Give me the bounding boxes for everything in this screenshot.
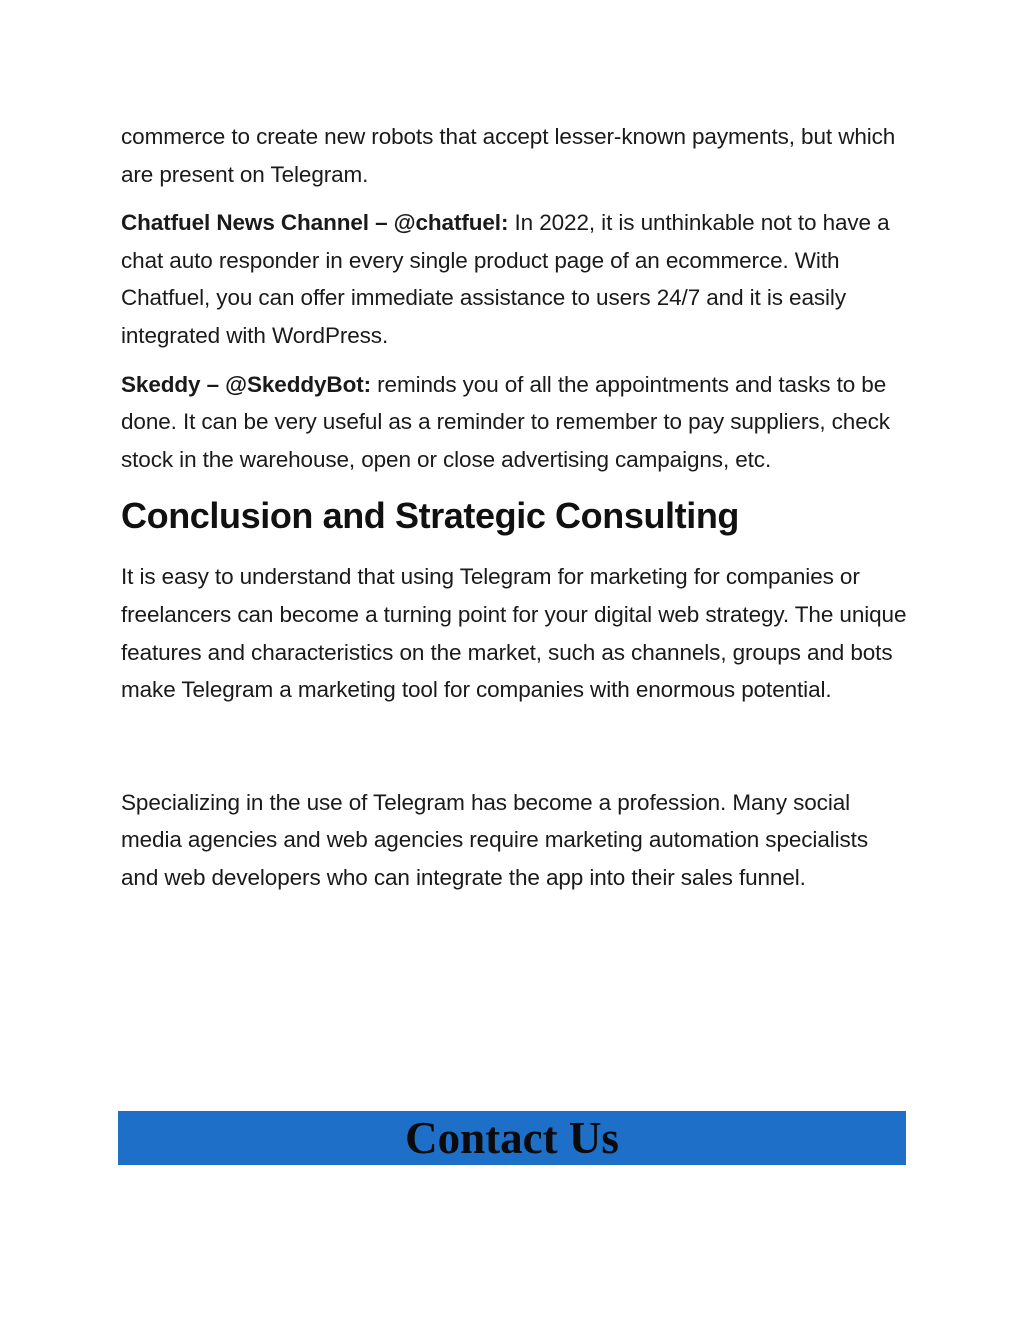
contact-us-label: Contact Us — [405, 1113, 619, 1163]
chatfuel-title: Chatfuel News Channel – @chatfuel: — [121, 210, 509, 236]
chatfuel-paragraph — [121, 204, 911, 354]
paragraph-spacer — [121, 720, 911, 784]
skeddy-description: reminds you of all the appointments and tasks to be done. It can be very useful as a reminder to remember to pay suppliers, check stock in the warehouse, open or close advertising campaigns, etc. — [121, 371, 890, 472]
chatfuel-description: In 2022, it is unthinkable not to have a chat auto responder in every single product page of an ecommerce. With Chatfuel, you can offer immediate assistance to users 24/7 and it is easily integrated with WordPress. — [121, 210, 890, 348]
conclusion-paragraph-1: It is easy to understand that using Telegram for marketing for companies or freelancers can become a turning point for your digital web strategy. The unique features and characteristics on the market, such as channels, groups and bots make Telegram a marketing tool for companies with enormous potential. — [121, 564, 907, 703]
contact-us-button[interactable] — [118, 1111, 906, 1165]
document-body — [121, 118, 911, 908]
skeddy-paragraph — [121, 366, 911, 479]
conclusion-paragraph-2: Specializing in the use of Telegram has become a profession. Many social media agencies and web agencies require marketing automation specialists and web developers who can integrate the app into their sales funnel. — [121, 789, 868, 890]
skeddy-title: Skeddy – @SkeddyBot: — [121, 371, 372, 397]
conclusion-heading: Conclusion and Strategic Consulting — [121, 495, 740, 537]
intro-paragraph: commerce to create new robots that accept lesser-known payments, but which are present on Telegram. — [121, 124, 896, 187]
